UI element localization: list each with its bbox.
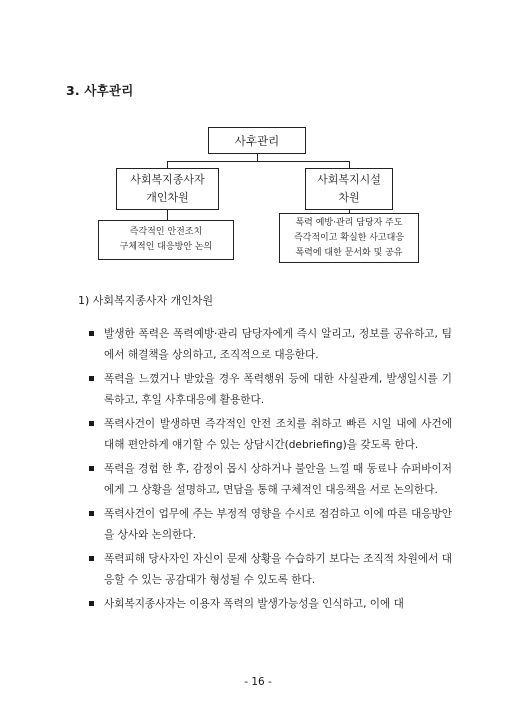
list-item bbox=[88, 324, 452, 366]
list-item-text: 폭력사건이 발생하면 즉각적인 안전 조치를 취하고 빠른 시일 내에 사건에 대해 편안하게 얘기할 수 있는 상담시간(debriefing)을 갖도록 한다. bbox=[104, 418, 452, 451]
diagram-box-individual-detail bbox=[98, 220, 234, 260]
list-item bbox=[88, 549, 452, 591]
diagram-box-facility bbox=[305, 168, 393, 210]
connector-horizontal bbox=[167, 161, 350, 162]
subsection-title: 1) 사회복지종사자 개인차원 bbox=[78, 294, 214, 307]
connector-left-down bbox=[167, 161, 168, 168]
individual-detail-line1: 즉각적인 안전조치 bbox=[129, 227, 203, 237]
bullet-square-icon bbox=[89, 601, 94, 606]
diagram-individual-line2: 개인차원 bbox=[146, 191, 189, 204]
diagram-facility-line1: 사회복지시설 bbox=[317, 173, 381, 186]
diagram-root-label: 사후관리 bbox=[234, 133, 280, 148]
facility-detail-line1: 폭력 예방·관리 담당자 주도 bbox=[295, 217, 403, 228]
list-item bbox=[88, 459, 452, 501]
individual-detail-line2: 구체적인 대응방안 논의 bbox=[119, 242, 213, 252]
list-item bbox=[88, 504, 452, 546]
connector-root-down bbox=[257, 154, 258, 161]
page-number: - 16 - bbox=[244, 676, 272, 688]
list-item-text: 폭력피해 당사자인 자신이 문제 상황을 수습하기 보다는 조직적 차원에서 대응할 수 있는 공감대가 형성될 수 있도록 한다. bbox=[104, 553, 452, 586]
list-item-text: 사회복지종사자는 이용자 폭력의 발생가능성을 인식하고, 이에 대 bbox=[104, 598, 404, 610]
list-item bbox=[88, 594, 452, 615]
section-heading: 3. 사후관리 bbox=[66, 83, 134, 98]
diagram-box-facility-detail bbox=[279, 213, 419, 263]
bullet-square-icon bbox=[89, 421, 94, 426]
bullet-square-icon bbox=[89, 376, 94, 381]
bullet-square-icon bbox=[89, 511, 94, 516]
bullet-list bbox=[88, 324, 452, 618]
diagram-root-box bbox=[208, 127, 306, 154]
connector-left-detail bbox=[167, 210, 168, 220]
diagram-individual-line1: 사회복지종사자 bbox=[130, 173, 205, 186]
list-item-text: 발생한 폭력은 폭력예방·관리 담당자에게 즉시 알리고, 정보를 공유하고, 팀에서 해결책을 상의하고, 조직적으로 대응한다. bbox=[104, 328, 452, 361]
connector-right-down bbox=[349, 161, 350, 168]
list-item bbox=[88, 414, 452, 456]
list-item-text: 폭력을 느꼈거나 받았을 경우 폭력행위 등에 대한 사실관계, 발생일시를 기록하고, 후일 사후대응에 활용한다. bbox=[104, 373, 452, 406]
bullet-square-icon bbox=[89, 331, 94, 336]
bullet-square-icon bbox=[89, 556, 94, 561]
list-item-text: 폭력사건이 업무에 주는 부정적 영향을 수시로 점검하고 이에 따른 대응방안을 상사와 논의한다. bbox=[104, 508, 452, 541]
bullet-square-icon bbox=[89, 466, 94, 471]
diagram-facility-line2: 차원 bbox=[338, 191, 360, 204]
facility-detail-line3: 폭력에 대한 문서화 및 공유 bbox=[295, 247, 403, 258]
list-item bbox=[88, 369, 452, 411]
facility-detail-line2: 즉각적이고 확실한 사고대응 bbox=[293, 232, 405, 243]
diagram-box-individual bbox=[116, 168, 219, 210]
list-item-text: 폭력을 경험 한 후, 감정이 몹시 상하거나 불안을 느낄 때 동료나 슈퍼바이저에게 그 상황을 설명하고, 면담을 통해 구체적인 대응책을 서로 논의한다. bbox=[104, 463, 452, 496]
